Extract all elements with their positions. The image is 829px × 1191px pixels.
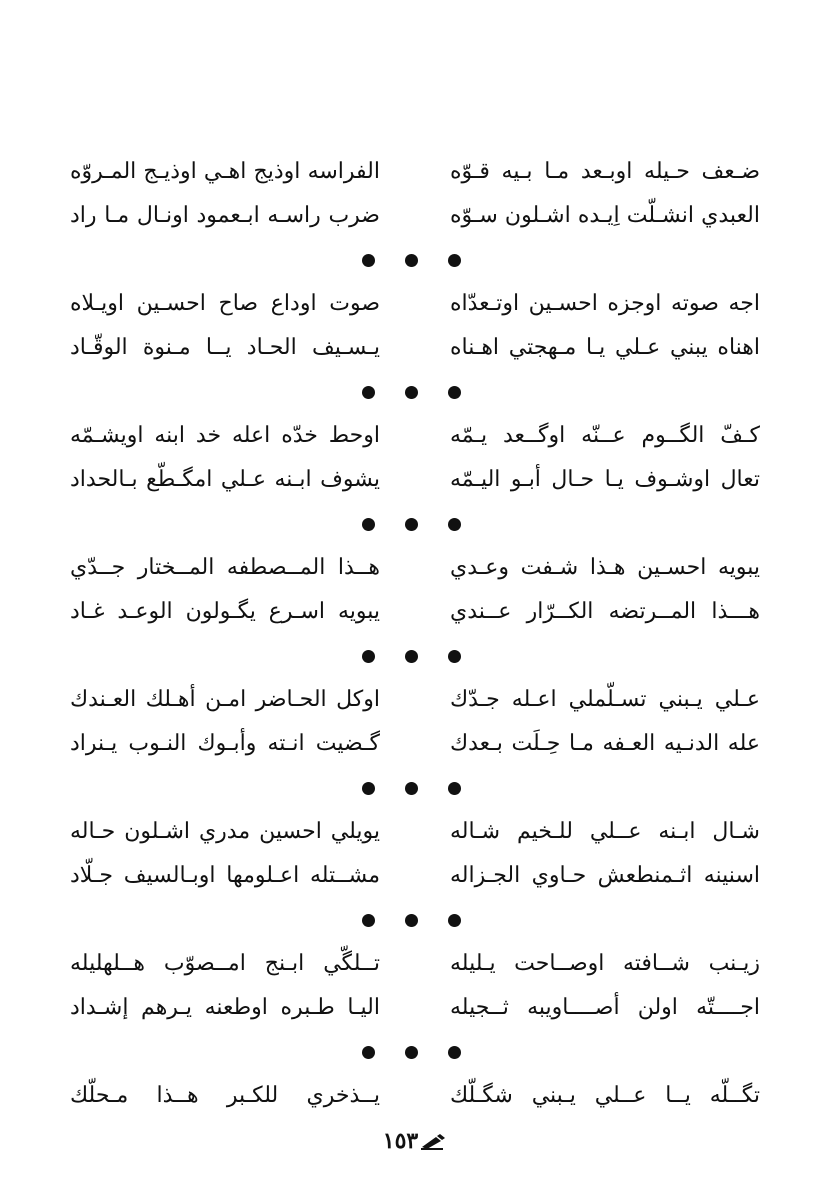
hemistich-left: ضرب راسـه ابـعمود اونـال مـا راد <box>70 203 380 228</box>
stanza-separator <box>70 766 760 810</box>
hemistich-right: اجــــتّه اولن أصــــاويبه ثــجيله <box>450 995 760 1020</box>
verse-row <box>70 590 760 634</box>
hemistich-right: زيـنب شــافته اوصــاحت يـليله <box>450 951 760 976</box>
poem-body <box>70 150 760 1118</box>
separator-dot-icon <box>405 914 418 927</box>
stanza-separator <box>70 370 760 414</box>
hemistich-right: اسنينه اثـمنطعش حـاوي الجـزاله <box>450 863 760 888</box>
hemistich-right: هـــذا المــرتضه الكــرّار عــندي <box>450 599 760 624</box>
verse-row <box>70 986 760 1030</box>
stanza-separator <box>70 502 760 546</box>
hemistich-left: يويلي احسين مدري اشـلون حـاله <box>70 819 380 844</box>
hemistich-left: اوحط خدّه اعله خد ابنه اويشـمّه <box>70 423 380 448</box>
hemistich-right: العبدي انشـلّت اِيـده اشـلون سـوّه <box>450 203 760 228</box>
verse-row <box>70 810 760 854</box>
stanza-separator <box>70 1030 760 1074</box>
hemistich-right: شـال ابـنه عــلي للـخيم شـاله <box>450 819 760 844</box>
separator-dot-icon <box>448 518 461 531</box>
verse-row <box>70 854 760 898</box>
separator-dot-icon <box>448 782 461 795</box>
hemistich-right: يبويه احسـين هـذا شـفت وعـدي <box>450 555 760 580</box>
hemistich-right: عـلي يـبني تسـلّملي اعـله جـدّك <box>450 687 760 712</box>
verse-row <box>70 194 760 238</box>
hemistich-left: گـضيت انـته وأبـوك النـوب يـنراد <box>70 731 380 756</box>
separator-dot-icon <box>448 254 461 267</box>
separator-dot-icon <box>405 782 418 795</box>
hemistich-right: كـفّ الگــوم عــنّه اوگــعد يـمّه <box>450 423 760 448</box>
verse-row <box>70 722 760 766</box>
separator-dot-icon <box>405 518 418 531</box>
separator-dot-icon <box>405 1046 418 1059</box>
hemistich-right: ضـعف حـيله اوبـعد مـا بـيه قـوّه <box>450 159 760 184</box>
stanza-separator <box>70 634 760 678</box>
hemistich-left: الفراسه اوذيج اهـي اوذيـج المـروّه <box>70 159 380 184</box>
hemistich-left: مشــتله اعـلومها اوبـالسيف جـلّاد <box>70 863 380 888</box>
verse-row <box>70 282 760 326</box>
hemistich-right: اجه صوته اوجزه احسـين اوتـعدّاه <box>450 291 760 316</box>
page-footer <box>0 1128 829 1154</box>
pen-icon <box>420 1134 446 1150</box>
separator-dot-icon <box>362 650 375 663</box>
hemistich-left: هــذا المــصطفه المــختار جــدّي <box>70 555 380 580</box>
verse-row <box>70 458 760 502</box>
verse-row <box>70 678 760 722</box>
verse-row <box>70 150 760 194</box>
verse-row <box>70 942 760 986</box>
separator-dot-icon <box>448 1046 461 1059</box>
separator-dot-icon <box>448 650 461 663</box>
separator-dot-icon <box>362 782 375 795</box>
hemistich-left: اوكل الحـاضر امـن أهـلك العـندك <box>70 687 380 712</box>
separator-dot-icon <box>362 518 375 531</box>
separator-dot-icon <box>448 386 461 399</box>
hemistich-left: اليـا طـبره اوطعنه يـرهم إشـداد <box>70 995 380 1020</box>
page-number: ١٥٣ <box>382 1128 419 1154</box>
separator-dot-icon <box>362 1046 375 1059</box>
separator-dot-icon <box>405 650 418 663</box>
separator-dot-icon <box>362 254 375 267</box>
separator-dot-icon <box>448 914 461 927</box>
verse-row <box>70 414 760 458</box>
verse-row <box>70 546 760 590</box>
hemistich-left: يشوف ابـنه عـلي امگـطّع بـالحداد <box>70 467 380 492</box>
hemistich-left: يبويه اسـرع يگـولون الوعـد غـاد <box>70 599 380 624</box>
hemistich-right: عله الدنـيه العـفه مـا حِـلَت بـعدك <box>450 731 760 756</box>
separator-dot-icon <box>405 254 418 267</box>
separator-dot-icon <box>362 386 375 399</box>
hemistich-right: اهناه يبني عـلي يـا مـهجتي اهـناه <box>450 335 760 360</box>
verse-row <box>70 326 760 370</box>
hemistich-left: صوت اوداع صاح احسـين اويـلاه <box>70 291 380 316</box>
hemistich-right: تگــلّه يــا عــلي يـبني شگـلّك <box>450 1083 760 1108</box>
separator-dot-icon <box>362 914 375 927</box>
stanza-separator <box>70 238 760 282</box>
hemistich-left: تــلگّي ابـنج امــصوّب هــلهليله <box>70 951 380 976</box>
hemistich-left: يـسـيف الحـاد يــا مـنوة الوقّـاد <box>70 335 380 360</box>
stanza-separator <box>70 898 760 942</box>
hemistich-right: تعال اوشـوف يـا حـال أبـو اليـمّه <box>450 467 760 492</box>
separator-dot-icon <box>405 386 418 399</box>
verse-row <box>70 1074 760 1118</box>
hemistich-left: يــذخري للكـبر هــذا مـحلّك <box>70 1083 380 1108</box>
